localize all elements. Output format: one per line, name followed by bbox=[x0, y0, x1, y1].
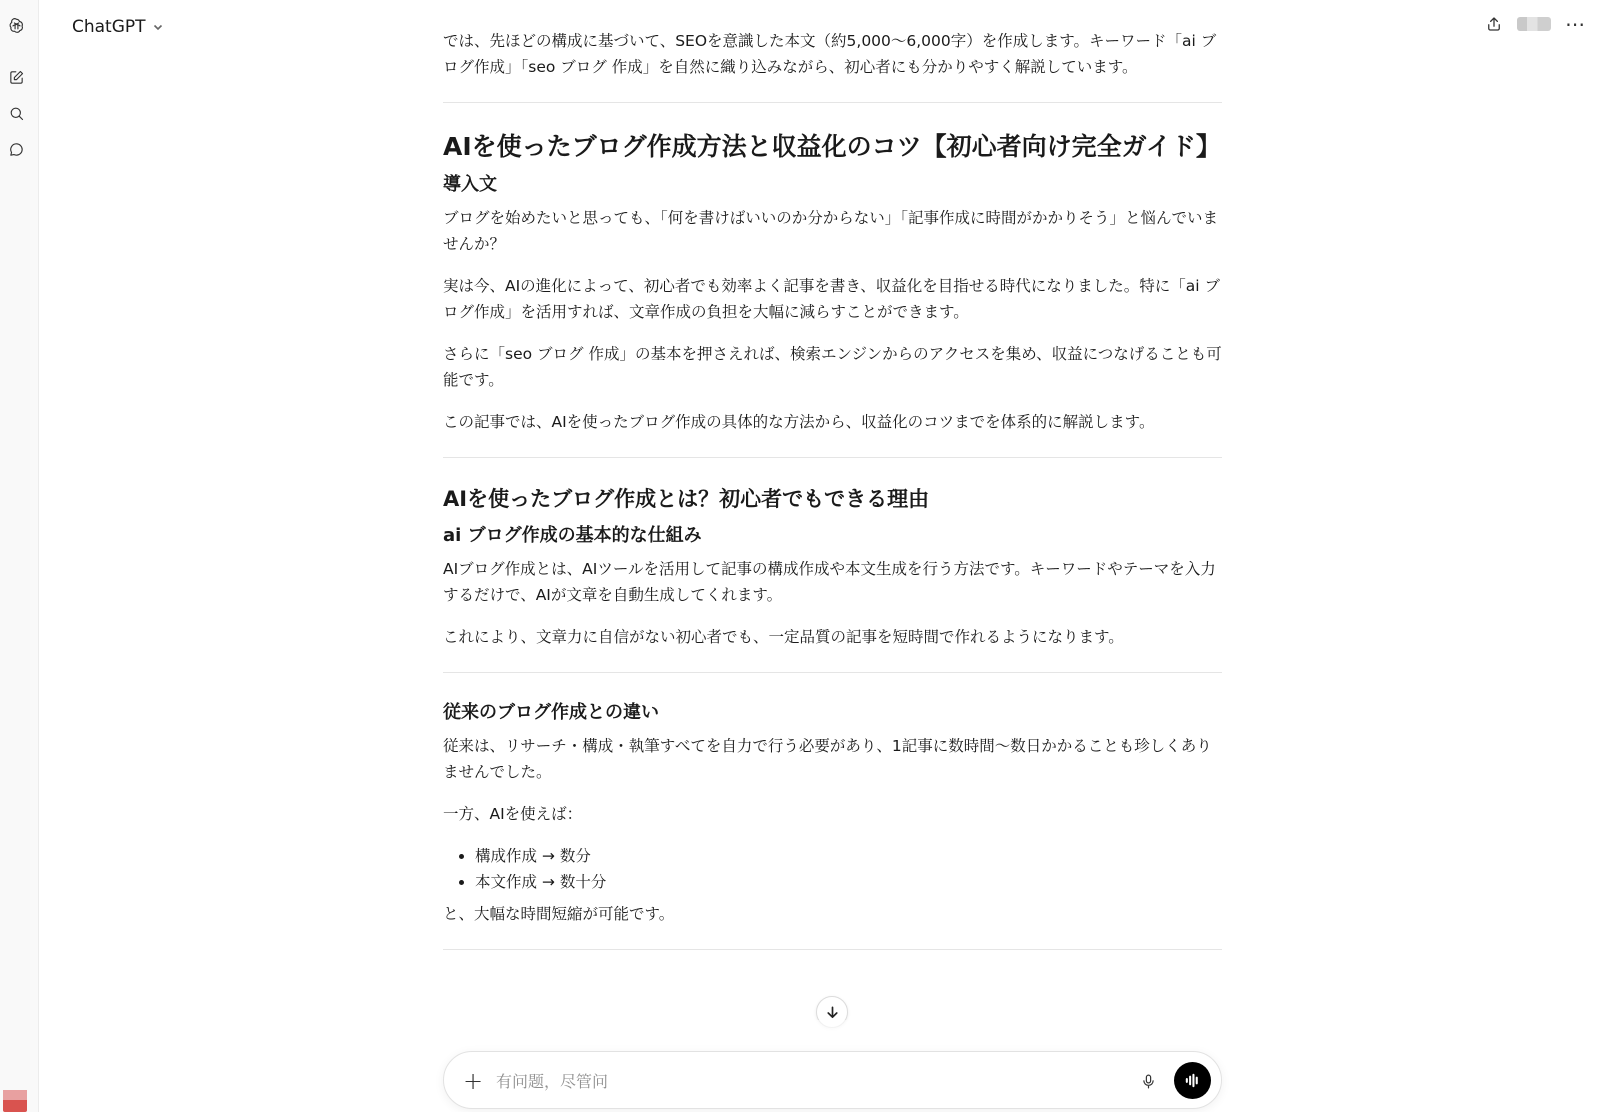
intro-paragraph: 実は今、AIの進化によって、初心者でも効率よく記事を書き、収益化を目指せる時代になりました。特に「ai ブログ作成」を活用すれば、文章作成の負担を大幅に減らすことができます。 bbox=[443, 277, 1220, 321]
section-paragraph: 一方、AIを使えば： bbox=[443, 805, 583, 823]
divider bbox=[443, 457, 1222, 458]
openai-logo-icon[interactable] bbox=[3, 12, 29, 38]
assistant-message bbox=[443, 28, 1222, 976]
prompt-input[interactable]: 有问题，尽管问 bbox=[496, 1072, 609, 1091]
list-item: • 本文作成 → 数十分 bbox=[475, 869, 1222, 895]
intro-line: では、先ほどの構成に基づいて、SEOを意識した本文（約5,000〜6,000字）を作成します。キーワード「ai ブログ作成」「seo ブログ 作成」を自然に織り込みながら、初心者にも分かりやすく解説しています。 bbox=[443, 32, 1217, 76]
article-title: AIを使ったブログ作成方法と収益化のコツ【初心者向け完全ガイド】 bbox=[443, 132, 1221, 161]
subsection-heading: ai ブログ作成の基本的な仕組み bbox=[443, 525, 702, 546]
chevron-down-icon bbox=[152, 21, 164, 33]
arrow-down-icon bbox=[825, 1005, 840, 1020]
section-paragraph: AIブログ作成とは、AIツールを活用して記事の構成作成や本文生成を行う方法です。キーワードやテーマを入力するだけで、AIが文章を自動生成してくれます。 bbox=[443, 560, 1216, 604]
intro-paragraph: この記事では、AIを使ったブログ作成の具体的な方法から、収益化のコツまでを体系的に解説します。 bbox=[443, 413, 1155, 431]
blurred-account-chip[interactable] bbox=[1517, 17, 1551, 31]
divider bbox=[443, 949, 1222, 950]
new-chat-icon[interactable] bbox=[3, 64, 29, 90]
search-icon[interactable] bbox=[3, 100, 29, 126]
mic-icon[interactable] bbox=[1137, 1070, 1159, 1092]
chat-bubble-icon[interactable] bbox=[3, 136, 29, 162]
voice-mode-button[interactable] bbox=[1174, 1062, 1211, 1099]
model-switcher[interactable] bbox=[72, 14, 164, 40]
divider bbox=[443, 102, 1222, 103]
model-label: ChatGPT bbox=[72, 17, 146, 37]
section-heading: AIを使ったブログ作成とは？初心者でもできる理由 bbox=[443, 487, 930, 511]
bullet-list bbox=[475, 843, 1222, 895]
divider bbox=[443, 672, 1222, 673]
voice-mode-icon bbox=[1184, 1072, 1201, 1089]
intro-paragraph: ブログを始めたいと思っても、「何を書けばいいのか分からない」「記事作成に時間がかかりそう」と悩んでいませんか？ bbox=[443, 209, 1219, 253]
header-actions bbox=[1485, 14, 1586, 34]
section-paragraph: と、大幅な時間短縮が可能です。 bbox=[443, 905, 675, 923]
more-icon[interactable]: ⋯ bbox=[1565, 12, 1586, 36]
subsection-heading: 従来のブログ作成との違い bbox=[443, 702, 659, 723]
sidebar-rail bbox=[0, 0, 39, 1112]
section-paragraph: これにより、文章力に自信がない初心者でも、一定品質の記事を短時間で作れるようになります。 bbox=[443, 628, 1124, 646]
message-composer[interactable] bbox=[443, 1051, 1222, 1109]
user-avatar[interactable] bbox=[3, 1090, 27, 1112]
intro-heading: 導入文 bbox=[443, 174, 497, 195]
list-item: • 構成作成 → 数分 bbox=[475, 843, 1222, 869]
plus-icon[interactable]: + bbox=[462, 1067, 484, 1095]
intro-paragraph: さらに「seo ブログ 作成」の基本を押さえれば、検索エンジンからのアクセスを集め、収益につなげることも可能です。 bbox=[443, 345, 1222, 389]
section-paragraph: 従来は、リサーチ・構成・執筆すべてを自力で行う必要があり、1記事に数時間〜数日かかることも珍しくありませんでした。 bbox=[443, 737, 1212, 781]
share-icon[interactable] bbox=[1485, 15, 1503, 33]
